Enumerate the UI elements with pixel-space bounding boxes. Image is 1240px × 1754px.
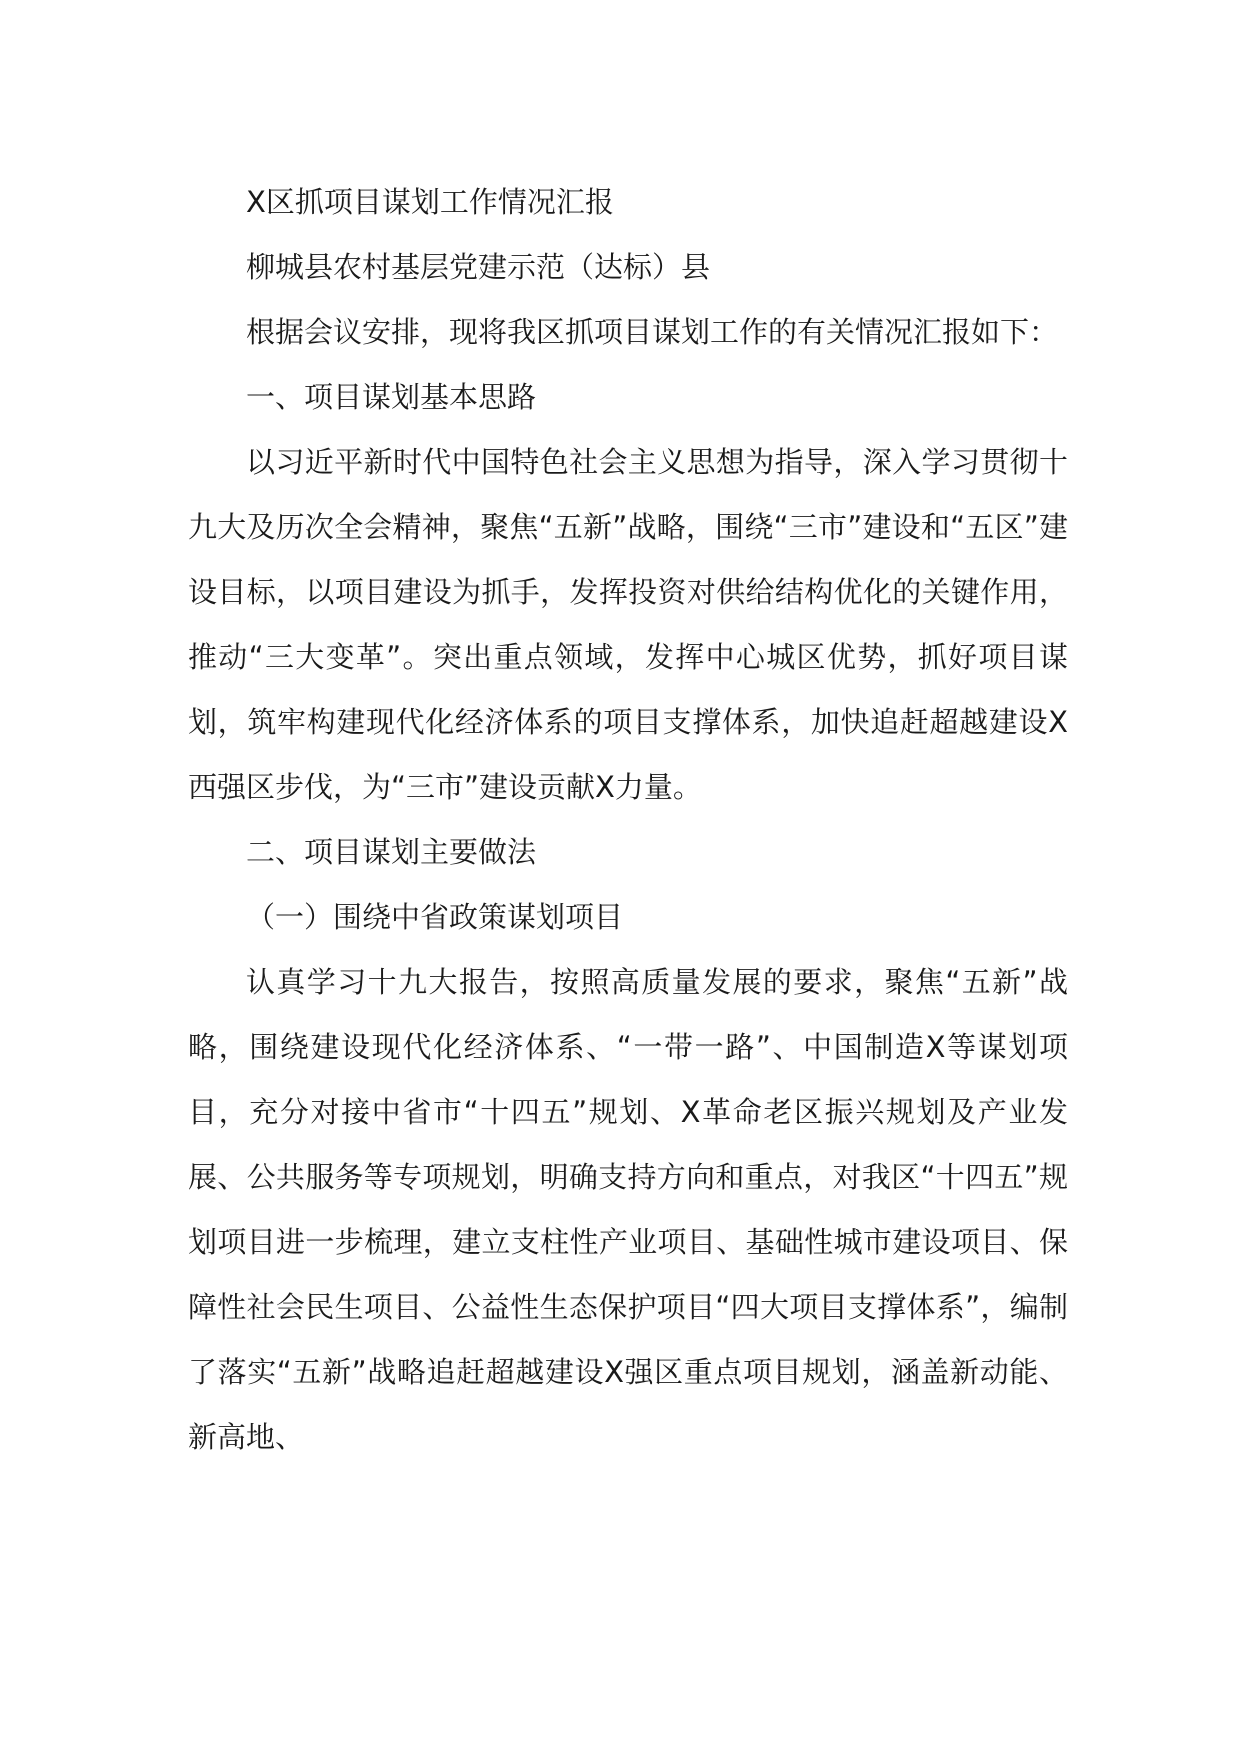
- subsection-heading-1: （一）围绕中省政策谋划项目: [246, 900, 624, 934]
- paragraph-policy-projects: 认真学习十九大报告，按照高质量发展的要求，聚焦“五新”战略，围绕建设现代化经济体系、“一带一路”、中国制造X等谋划项目，充分对接中省市“十四五”规划、X革命老区振兴规划及产业发展、公共服务等专项规划，明确支持方向和重点，对我区“十四五”规划项目进一步梳理，建立支柱性产业项目、基础性城市建设项目、保障性社会民生项目、公益性生态保护项目“四大项目支撑体系”，编制了落实“五新”战略追赶超越建设X强区重点项目规划，涵盖新动能、新高地、: [188, 965, 1068, 1454]
- document-title: X区抓项目谋划工作情况汇报: [246, 185, 614, 219]
- paragraph-intro: 根据会议安排，现将我区抓项目谋划工作的有关情况汇报如下：: [246, 315, 1059, 349]
- section-heading-1: 一、项目谋划基本思路: [246, 380, 537, 414]
- section-heading-2: 二、项目谋划主要做法: [246, 835, 537, 869]
- document-body: [188, 170, 1068, 1470]
- paragraph-basic-approach: 以习近平新时代中国特色社会主义思想为指导，深入学习贯彻十九大及历次全会精神，聚焦“五新”战略，围绕“三市”建设和“五区”建设目标，以项目建设为抓手，发挥投资对供给结构优化的关键作用，推动“三大变革”。突出重点领域，发挥中心城区优势，抓好项目谋划，筑牢构建现代化经济体系的项目支撑体系，加快追赶超越建设X西强区步伐，为“三市”建设贡献X力量。: [188, 445, 1068, 804]
- document-subtitle: 柳城县农村基层党建示范（达标）县: [246, 250, 711, 284]
